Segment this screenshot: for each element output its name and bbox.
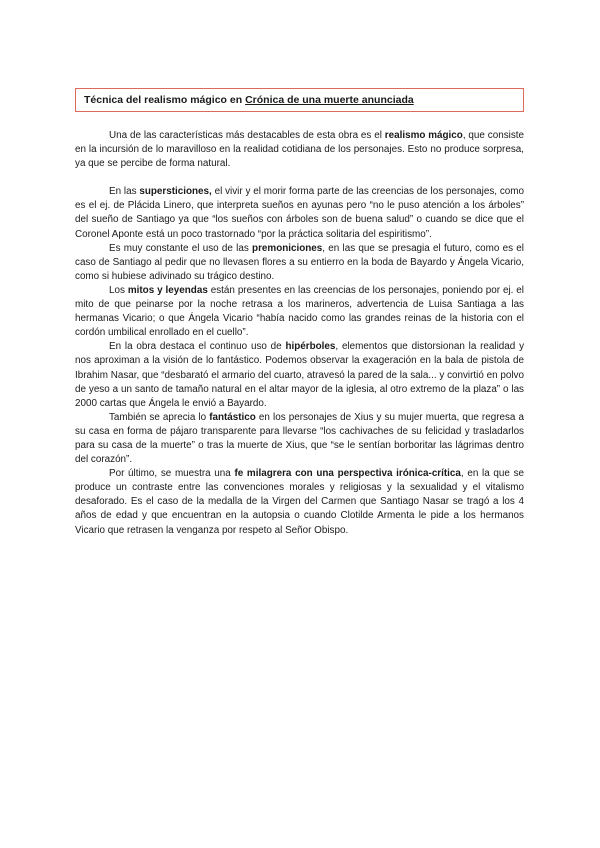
p5-text-1: En la obra destaca el continuo uso de — [109, 341, 286, 353]
document-title-box — [75, 88, 524, 112]
p2-keyword: supersticiones, — [139, 186, 212, 198]
title-prefix: Técnica del realismo mágico en — [84, 94, 246, 106]
p6-text-2: en los personajes de Xius y su mujer muerta, que regresa a su casa en forma de pájaro transparente para llevarse “los cachivaches de su felicidad y trasladarlos para su casa de la muerte” o tras la muerte de Xius, que “se le sentían borboritar las lágrimas dentro del corazón”. — [75, 411, 524, 466]
p1-text-1: Una de las características más destacables de esta obra es el — [109, 130, 385, 141]
p4-text-2: están presentes en las creencias de los personajes, poniendo por ej. el mito de que peinarse por la noche retrasa a los marineros, advertencia de Luisa Santiaga a las hermanas Vicario; o que Ángela Vicario “había nacido como las grandes reinas de la historia con el cordón umbilical enrollado en el cuello”. — [75, 284, 524, 339]
paragraph-fe-milagrera — [75, 467, 524, 537]
p7-keyword: fe milagrera con una perspectiva irónica-crítica — [234, 468, 461, 480]
paragraph-realismo-magico — [75, 129, 524, 171]
p3-text-2: , en las que se presagia el futuro, como es el caso de Santiago al pedir que no llevasen flores a su entierro en la boda de Bayardo y Ángela Vicario, como si hubiese adivinado su trágico destino. — [75, 242, 524, 282]
document-body — [75, 129, 524, 538]
paragraph-supersticiones — [75, 185, 524, 241]
p7-text-1: Por último, se muestra una — [109, 468, 235, 480]
p3-keyword: premoniciones — [252, 242, 323, 254]
p5-keyword: hipérboles — [285, 341, 336, 353]
paragraph-fantastico — [75, 411, 524, 467]
p1-keyword: realismo mágico — [384, 130, 463, 141]
p4-text-1: Los — [109, 284, 128, 296]
p6-text-1: También se aprecia lo — [109, 411, 210, 423]
p6-keyword: fantástico — [209, 411, 256, 423]
p7-text-2: , en la que se produce un contraste entre las convenciones morales y religiosas y la sexualidad y el vitalismo desaforado. Es el caso de la medalla de la Virgen del Carmen que Santiago Nasar se tragó a los 4 años de edad y que encuentran en la autopsia o cuando Clotilde Armenta le pide a los hermanos Vicario que retrasen la venganza por respeto al Señor Obispo. — [75, 468, 524, 536]
p2-text-2: el vivir y el morir forma parte de las creencias de los personajes, como es el ej. de Plácida Linero, que interpreta sueños en ayunas pero “no le puso atención a los árboles” del sueño de Santiago ya que “los sueños con árboles son de buena salud” o cuando se dice que el Coronel Aponte está un poco trastornado “por la práctica solitaria del espiritismo”. — [75, 186, 524, 240]
paragraph-mitos-leyendas — [75, 284, 524, 340]
paragraph-premoniciones — [75, 242, 524, 284]
p2-text-1: En las — [109, 186, 140, 198]
p1-text-2: , que consiste en la incursión de lo maravilloso en la realidad cotidiana de los personajes. Esto no produce sorpresa, ya que se percibe de forma natural. — [75, 130, 524, 170]
p5-text-2: , elementos que distorsionan la realidad y nos aproximan a la visión de lo fantástico. Podemos observar la exageración en la bala de pistola de Ibrahim Nasar, que “desbarató el armario del cuarto, atravesó la pared de la sala... y convirtió en polvo de yeso a un santo de tamaño natural en el altar mayor de la iglesia, al otro extremo de la plaza” o las 2000 cartas que Ángela le envió a Bayardo. — [75, 341, 525, 409]
title-book-name: Crónica de una muerte anunciada — [245, 94, 414, 106]
paragraph-hiperboles — [75, 340, 524, 410]
p4-keyword: mitos y leyendas — [127, 284, 208, 296]
p3-text-1: Es muy constante el uso de las — [109, 242, 253, 254]
